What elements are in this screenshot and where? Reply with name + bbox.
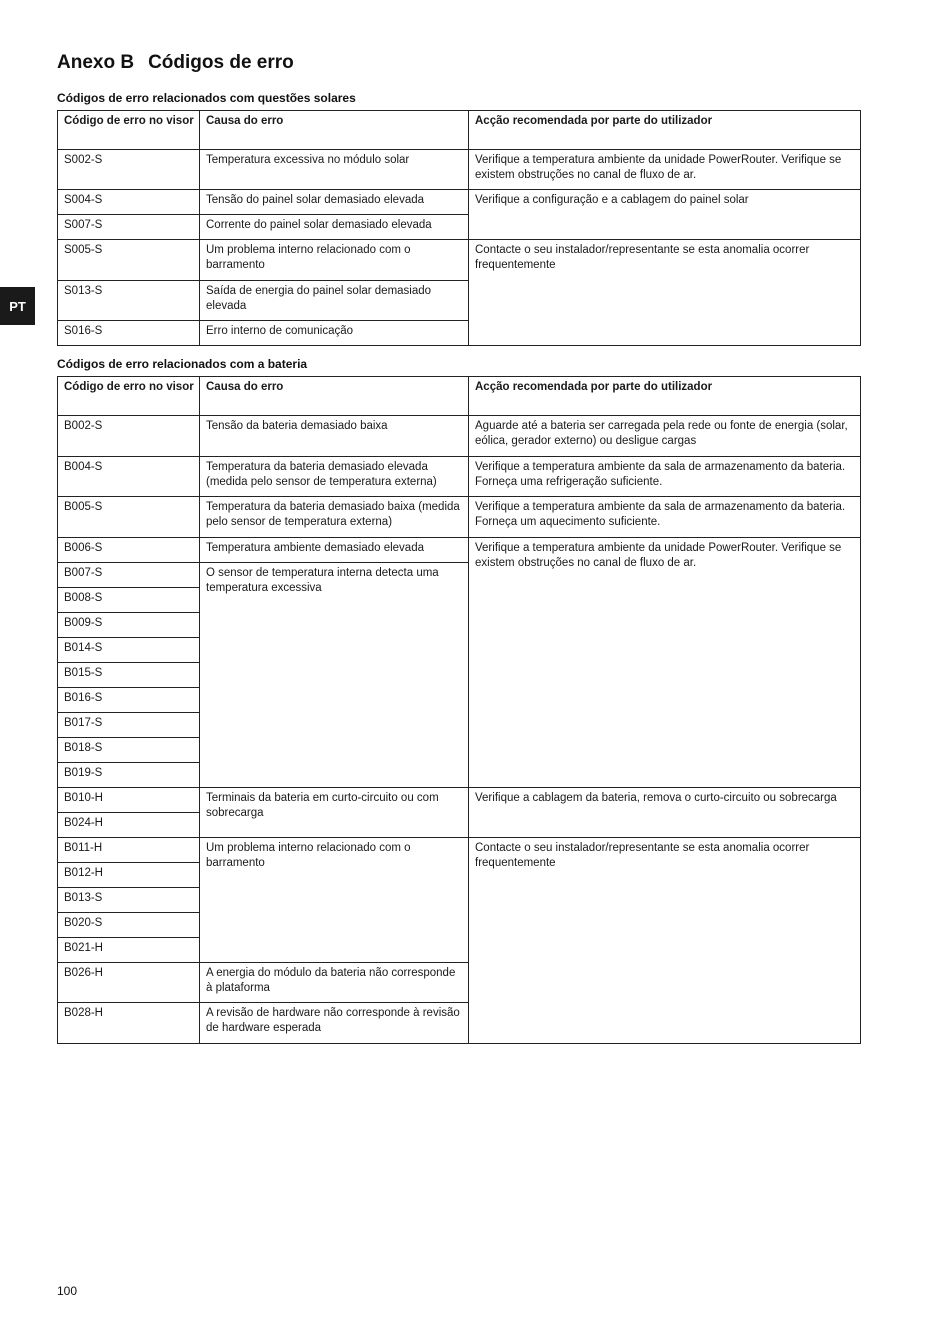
- recommended-action: Verifique a temperatura ambiente da unidade PowerRouter. Verifique se existem obstruções no canal de fluxo de ar.: [469, 150, 861, 190]
- battery-section-heading: Códigos de erro relacionados com a bateria: [57, 357, 308, 371]
- error-cause: Temperatura da bateria demasiado elevada (medida pelo sensor de temperatura externa): [200, 457, 469, 497]
- error-code: B010-H: [58, 788, 200, 813]
- error-code: S007-S: [58, 215, 200, 240]
- error-code: S002-S: [58, 150, 200, 190]
- battery-error-table: [57, 376, 861, 1044]
- table-row: [58, 240, 861, 281]
- error-code: B013-S: [58, 888, 200, 913]
- error-code: S005-S: [58, 240, 200, 281]
- table-header-row: [58, 377, 861, 416]
- error-code: B020-S: [58, 913, 200, 938]
- solar-section-heading: Códigos de erro relacionados com questões solares: [57, 91, 356, 105]
- error-code: B019-S: [58, 763, 200, 788]
- column-header: Acção recomendada por parte do utilizador: [469, 111, 861, 150]
- title-text: Códigos de erro: [148, 52, 294, 73]
- error-code: B005-S: [58, 497, 200, 538]
- table-header-row: [58, 111, 861, 150]
- error-code: S013-S: [58, 281, 200, 321]
- error-code: B026-H: [58, 963, 200, 1003]
- error-cause: Tensão da bateria demasiado baixa: [200, 416, 469, 457]
- error-code: B024-H: [58, 813, 200, 838]
- error-code: B028-H: [58, 1003, 200, 1044]
- column-header: Causa do erro: [200, 377, 469, 416]
- page-number: 100: [57, 1284, 78, 1298]
- table-row: [58, 838, 861, 863]
- error-code: B018-S: [58, 738, 200, 763]
- table-row: [58, 457, 861, 497]
- error-code: B008-S: [58, 588, 200, 613]
- error-cause: A revisão de hardware não corresponde à revisão de hardware esperada: [200, 1003, 469, 1044]
- error-code: B004-S: [58, 457, 200, 497]
- error-code: B006-S: [58, 538, 200, 563]
- error-cause: Temperatura excessiva no módulo solar: [200, 150, 469, 190]
- column-header: Causa do erro: [200, 111, 469, 150]
- error-code: B015-S: [58, 663, 200, 688]
- error-code: B016-S: [58, 688, 200, 713]
- page-title: [57, 52, 294, 74]
- error-cause: Terminais da bateria em curto-circuito ou com sobrecarga: [200, 788, 469, 838]
- error-code: B002-S: [58, 416, 200, 457]
- column-header: Acção recomendada por parte do utilizador: [469, 377, 861, 416]
- error-cause: O sensor de temperatura interna detecta uma temperatura excessiva: [200, 563, 469, 788]
- solar-error-table: [57, 110, 861, 346]
- recommended-action: Verifique a temperatura ambiente da sala de armazenamento da bateria. Forneça um aquecimento suficiente.: [469, 497, 861, 538]
- annex-label: Anexo B: [57, 52, 135, 73]
- recommended-action: Verifique a temperatura ambiente da sala de armazenamento da bateria. Forneça uma refrigeração suficiente.: [469, 457, 861, 497]
- error-code: B011-H: [58, 838, 200, 863]
- error-code: B012-H: [58, 863, 200, 888]
- error-cause: Temperatura da bateria demasiado baixa (medida pelo sensor de temperatura externa): [200, 497, 469, 538]
- error-code: B021-H: [58, 938, 200, 963]
- error-code: S004-S: [58, 190, 200, 215]
- error-cause: A energia do módulo da bateria não corresponde à plataforma: [200, 963, 469, 1003]
- table-row: [58, 538, 861, 563]
- recommended-action: Verifique a configuração e a cablagem do painel solar: [469, 190, 861, 240]
- recommended-action: Contacte o seu instalador/representante se esta anomalia ocorrer frequentemente: [469, 838, 861, 1044]
- recommended-action: Aguarde até a bateria ser carregada pela rede ou fonte de energia (solar, eólica, gerador externo) ou desligue cargas: [469, 416, 861, 457]
- error-cause: Tensão do painel solar demasiado elevada: [200, 190, 469, 215]
- table-row: [58, 788, 861, 813]
- error-cause: Erro interno de comunicação: [200, 321, 469, 346]
- table-row: [58, 497, 861, 538]
- table-row: [58, 190, 861, 215]
- recommended-action: Verifique a temperatura ambiente da unidade PowerRouter. Verifique se existem obstruções no canal de fluxo de ar.: [469, 538, 861, 788]
- language-tab: PT: [0, 287, 35, 325]
- error-cause: Temperatura ambiente demasiado elevada: [200, 538, 469, 563]
- table-row: [58, 416, 861, 457]
- error-code: B017-S: [58, 713, 200, 738]
- column-header: Código de erro no visor: [58, 377, 200, 416]
- recommended-action: Verifique a cablagem da bateria, remova o curto-circuito ou sobrecarga: [469, 788, 861, 838]
- error-code: B009-S: [58, 613, 200, 638]
- error-code: S016-S: [58, 321, 200, 346]
- error-code: B007-S: [58, 563, 200, 588]
- error-cause: Um problema interno relacionado com o barramento: [200, 240, 469, 281]
- error-cause: Corrente do painel solar demasiado elevada: [200, 215, 469, 240]
- error-code: B014-S: [58, 638, 200, 663]
- error-cause: Um problema interno relacionado com o barramento: [200, 838, 469, 963]
- table-row: [58, 150, 861, 190]
- error-cause: Saída de energia do painel solar demasiado elevada: [200, 281, 469, 321]
- column-header: Código de erro no visor: [58, 111, 200, 150]
- recommended-action: Contacte o seu instalador/representante se esta anomalia ocorrer frequentemente: [469, 240, 861, 346]
